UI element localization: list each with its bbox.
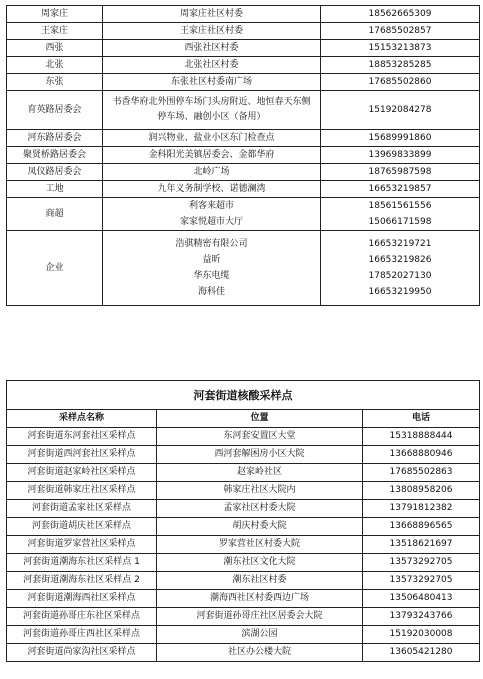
phone-line: 16653219950 <box>368 287 432 297</box>
place-cell: 润兴物业、盐业小区东门检查点 <box>103 130 321 147</box>
location-cell: 社区办公楼大院 <box>157 644 363 662</box>
contact-table-body <box>7 6 480 306</box>
table-row <box>7 130 480 147</box>
phone-cell <box>321 231 480 306</box>
table-row-supermarket <box>7 198 480 231</box>
phone-cell: 13969833899 <box>321 147 480 164</box>
table-title: 河套街道核酸采样点 <box>7 381 480 410</box>
phone-cell: 13668896565 <box>363 518 480 536</box>
area-cell: 企业 <box>7 231 103 306</box>
point-cell: 河套街道潮海东社区采样点 1 <box>7 554 157 572</box>
point-cell: 河套街道罗家营社区采样点 <box>7 536 157 554</box>
phone-cell: 15318888444 <box>363 428 480 446</box>
location-cell: 西河套解困房小区大院 <box>157 446 363 464</box>
place-cell: 金科阳光美镇居委会、金都华府 <box>103 147 321 164</box>
table-row <box>7 147 480 164</box>
area-cell: 河东路居委会 <box>7 130 103 147</box>
place-line: 利客来超市 <box>188 201 234 211</box>
area-cell: 王家庄 <box>7 23 103 40</box>
area-cell: 凤仪路居委会 <box>7 164 103 181</box>
table-row <box>7 572 480 590</box>
location-cell: 韩家庄社区大院内 <box>157 482 363 500</box>
place-cell <box>103 231 321 306</box>
place-cell: 北张社区村委 <box>103 57 321 74</box>
table-row-enterprise <box>7 231 480 306</box>
phone-line: 16653219826 <box>368 255 432 265</box>
phone-cell: 13668880946 <box>363 446 480 464</box>
point-cell: 河套街道东河套社区采样点 <box>7 428 157 446</box>
table-row <box>7 500 480 518</box>
area-cell: 周家庄 <box>7 6 103 23</box>
phone-cell: 17685502857 <box>321 23 480 40</box>
place-cell: 北岭广场 <box>103 164 321 181</box>
title-row <box>7 381 480 410</box>
phone-line: 15066171598 <box>368 217 432 227</box>
column-header-location: 位置 <box>157 410 363 428</box>
table-row <box>7 608 480 626</box>
phone-cell: 15689991860 <box>321 130 480 147</box>
location-cell: 东河套安置区大堂 <box>157 428 363 446</box>
table-row <box>7 644 480 662</box>
phone-cell: 15153213873 <box>321 40 480 57</box>
location-cell: 潮海西社区村委西边广场 <box>157 590 363 608</box>
point-cell: 河套街道赵家岭社区采样点 <box>7 464 157 482</box>
place-line: 益昕 <box>202 255 221 265</box>
phone-cell: 15192030008 <box>363 626 480 644</box>
column-header-point: 采样点名称 <box>7 410 157 428</box>
location-cell: 潮东社区村委 <box>157 572 363 590</box>
table-row <box>7 626 480 644</box>
phone-cell: 18765987598 <box>321 164 480 181</box>
area-cell: 西张 <box>7 40 103 57</box>
phone-cell: 17685502863 <box>363 464 480 482</box>
point-cell: 河套街道胡庆社区采样点 <box>7 518 157 536</box>
sampling-points-table <box>6 380 480 662</box>
phone-cell: 13518621697 <box>363 536 480 554</box>
phone-cell: 13573292705 <box>363 572 480 590</box>
table-row <box>7 40 480 57</box>
point-cell: 河套街道孟家社区采样点 <box>7 500 157 518</box>
area-cell: 东张 <box>7 74 103 91</box>
phone-line: 16653219721 <box>368 239 432 249</box>
place-cell: 东张社区村委南广场 <box>103 74 321 91</box>
phone-line: 18561561556 <box>368 201 432 211</box>
phone-cell: 13808958206 <box>363 482 480 500</box>
location-cell: 河套街道孙哥庄社区居委会大院 <box>157 608 363 626</box>
place-cell: 书香华府北外围停车场门头房附近、地恒春天东侧停车场、融创小区（备用） <box>103 91 321 130</box>
phone-cell: 18562665309 <box>321 6 480 23</box>
sampling-points-body <box>7 428 480 662</box>
table-row <box>7 518 480 536</box>
table-row <box>7 428 480 446</box>
area-cell: 北张 <box>7 57 103 74</box>
table-row <box>7 554 480 572</box>
area-cell: 聚贤桥路居委会 <box>7 147 103 164</box>
phone-cell: 16653219857 <box>321 181 480 198</box>
phone-cell: 15192084278 <box>321 91 480 130</box>
place-line: 海科佳 <box>197 287 225 297</box>
phone-cell: 13793243766 <box>363 608 480 626</box>
phone-cell: 13506480413 <box>363 590 480 608</box>
area-cell: 育英路居委会 <box>7 91 103 130</box>
header-row <box>7 410 480 428</box>
place-cell: 西张社区村委 <box>103 40 321 57</box>
table-row <box>7 482 480 500</box>
point-cell: 河套街道孙哥庄东社区采样点 <box>7 608 157 626</box>
place-line: 家家悦超市大厅 <box>179 217 243 227</box>
phone-cell: 13791812382 <box>363 500 480 518</box>
phone-cell: 13605421280 <box>363 644 480 662</box>
table-row <box>7 57 480 74</box>
phone-cell: 18853285285 <box>321 57 480 74</box>
point-cell: 河套街道西河套社区采样点 <box>7 446 157 464</box>
place-line: 华东电缆 <box>193 271 230 281</box>
contact-table <box>6 5 480 306</box>
table-row <box>7 446 480 464</box>
phone-cell: 17685502860 <box>321 74 480 91</box>
table-row <box>7 164 480 181</box>
point-cell: 河套街道潮海东社区采样点 2 <box>7 572 157 590</box>
place-cell: 九年义务制学校、诺德澜湾 <box>103 181 321 198</box>
location-cell: 赵家岭社区 <box>157 464 363 482</box>
place-line: 浩骐精密有限公司 <box>175 239 248 249</box>
place-cell: 王家庄社区村委 <box>103 23 321 40</box>
location-cell: 孟家社区村委大院 <box>157 500 363 518</box>
point-cell: 河套街道韩家庄社区采样点 <box>7 482 157 500</box>
location-cell: 胡庆村委大院 <box>157 518 363 536</box>
table-row <box>7 74 480 91</box>
area-cell: 工地 <box>7 181 103 198</box>
table-row <box>7 6 480 23</box>
phone-line: 17852027130 <box>368 271 432 281</box>
column-header-phone: 电话 <box>363 410 480 428</box>
area-cell: 商超 <box>7 198 103 231</box>
table-row <box>7 590 480 608</box>
location-cell: 滨湖公园 <box>157 626 363 644</box>
phone-cell <box>321 198 480 231</box>
phone-cell: 13573292705 <box>363 554 480 572</box>
point-cell: 河套街道尚家沟社区采样点 <box>7 644 157 662</box>
table-row <box>7 23 480 40</box>
location-cell: 潮东社区文化大院 <box>157 554 363 572</box>
table-row <box>7 181 480 198</box>
place-cell <box>103 198 321 231</box>
place-cell: 周家庄社区村委 <box>103 6 321 23</box>
table-row <box>7 464 480 482</box>
table-row <box>7 536 480 554</box>
table-row <box>7 91 480 130</box>
point-cell: 河套街道孙哥庄西社区采样点 <box>7 626 157 644</box>
location-cell: 罗家营社区村委大院 <box>157 536 363 554</box>
point-cell: 河套街道潮海西社区采样点 <box>7 590 157 608</box>
